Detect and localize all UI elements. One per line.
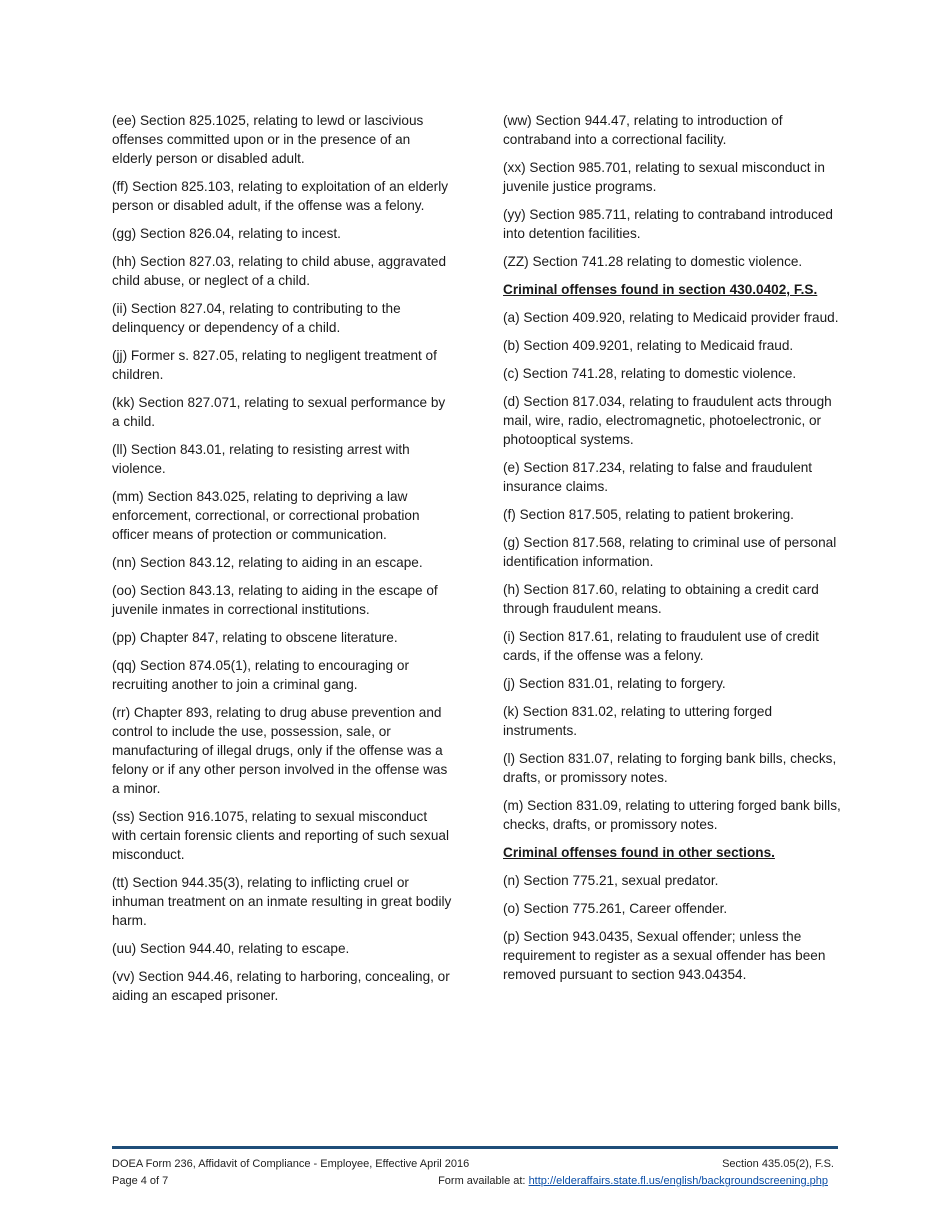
- offense-list-item: (ww) Section 944.47, relating to introduction of contraband into a correctional facility.: [503, 113, 783, 147]
- offense-list-item: (xx) Section 985.701, relating to sexual misconduct in juvenile justice programs.: [503, 160, 825, 194]
- offense-list-item: (ZZ) Section 741.28 relating to domestic violence.: [503, 254, 803, 269]
- footer-availability: [438, 1174, 828, 1188]
- offense-list-item: (d) Section 817.034, relating to fraudulent acts through mail, wire, radio, electromagnetic, photoelectronic, or photooptical systems.: [503, 394, 832, 447]
- section-heading-430-0402: Criminal offenses found in section 430.0402, F.S.: [503, 282, 818, 297]
- offense-list-item: (qq) Section 874.05(1), relating to encouraging or recruiting another to join a criminal gang.: [112, 658, 409, 692]
- offense-list-item: (b) Section 409.9201, relating to Medicaid fraud.: [503, 338, 794, 353]
- offense-list-item: (k) Section 831.02, relating to uttering forged instruments.: [503, 704, 773, 738]
- offense-list-item: (nn) Section 843.12, relating to aiding in an escape.: [112, 555, 423, 570]
- footer-available-label: Form available at:: [438, 1175, 526, 1187]
- offense-list-item: (g) Section 817.568, relating to criminal use of personal identification information.: [503, 535, 837, 569]
- offense-list-item: (a) Section 409.920, relating to Medicaid provider fraud.: [503, 310, 839, 325]
- offense-list-item: (ii) Section 827.04, relating to contributing to the delinquency or dependency of a child.: [112, 301, 401, 335]
- offense-list-item: (ll) Section 843.01, relating to resisting arrest with violence.: [112, 442, 410, 476]
- offense-list-item: (tt) Section 944.35(3), relating to inflicting cruel or inhuman treatment on an inmate resulting in great bodily harm.: [112, 875, 452, 928]
- footer-form-title: DOEA Form 236, Affidavit of Compliance - Employee, Effective April 2016: [112, 1158, 470, 1170]
- offense-list-item: (e) Section 817.234, relating to false and fraudulent insurance claims.: [503, 460, 813, 494]
- left-column: [112, 111, 452, 1014]
- offense-list-item: (h) Section 817.60, relating to obtaining a credit card through fraudulent means.: [503, 582, 819, 616]
- offense-list-item: (oo) Section 843.13, relating to aiding in the escape of juvenile inmates in correctional institutions.: [112, 583, 438, 617]
- offense-list-item: (mm) Section 843.025, relating to depriving a law enforcement, correctional, or correctional probation officer means of protection or communication.: [112, 489, 420, 542]
- offense-list-item: (pp) Chapter 847, relating to obscene literature.: [112, 630, 398, 645]
- offense-list-item: (rr) Chapter 893, relating to drug abuse prevention and control to include the use, possession, sale, or manufacturing of illegal drugs, only if the offense was a felony or if any other person involved in the offense was a minor.: [112, 705, 448, 796]
- offense-list-item: (i) Section 817.61, relating to fraudulent use of credit cards, if the offense was a felony.: [503, 629, 819, 663]
- offense-list-item: (o) Section 775.261, Career offender.: [503, 901, 728, 916]
- offense-list-item: (yy) Section 985.711, relating to contraband introduced into detention facilities.: [503, 207, 833, 241]
- offense-list-item: (j) Section 831.01, relating to forgery.: [503, 676, 726, 691]
- offense-list-item: (ss) Section 916.1075, relating to sexual misconduct with certain forensic clients and reporting of such sexual misconduct.: [112, 809, 449, 862]
- right-column: [503, 111, 848, 993]
- footer-page-number: Page 4 of 7: [112, 1175, 169, 1187]
- offense-list-item: (ee) Section 825.1025, relating to lewd or lascivious offenses committed upon or in the presence of an elderly person or disabled adult.: [112, 113, 424, 166]
- offense-list-item: (hh) Section 827.03, relating to child abuse, aggravated child abuse, or neglect of a child.: [112, 254, 447, 288]
- offense-list-item: (gg) Section 826.04, relating to incest.: [112, 226, 341, 241]
- offense-list-item: (l) Section 831.07, relating to forging bank bills, checks, drafts, or promissory notes.: [503, 751, 837, 785]
- offense-list-item: (uu) Section 944.40, relating to escape.: [112, 941, 350, 956]
- offense-list-item: (f) Section 817.505, relating to patient brokering.: [503, 507, 794, 522]
- offense-list-item: (jj) Former s. 827.05, relating to negligent treatment of children.: [112, 348, 437, 382]
- footer-statute: Section 435.05(2), F.S.: [722, 1158, 834, 1170]
- offense-list-item: (vv) Section 944.46, relating to harboring, concealing, or aiding an escaped prisoner.: [112, 969, 450, 1003]
- offense-list-item: (ff) Section 825.103, relating to exploitation of an elderly person or disabled adult, if the offense was a felony.: [112, 179, 449, 213]
- section-heading-other-sections: Criminal offenses found in other sections.: [503, 845, 775, 860]
- offense-list-item: (m) Section 831.09, relating to uttering forged bank bills, checks, drafts, or promissory notes.: [503, 798, 841, 832]
- offense-list-item: (p) Section 943.0435, Sexual offender; unless the requirement to register as a sexual offender has been removed pursuant to section 943.04354.: [503, 929, 826, 982]
- footer-divider: [112, 1146, 838, 1149]
- offense-list-item: (kk) Section 827.071, relating to sexual performance by a child.: [112, 395, 446, 429]
- footer-url-link[interactable]: http://elderaffairs.state.fl.us/english/backgroundscreening.php: [528, 1175, 828, 1187]
- offense-list-item: (n) Section 775.21, sexual predator.: [503, 873, 719, 888]
- offense-list-item: (c) Section 741.28, relating to domestic violence.: [503, 366, 797, 381]
